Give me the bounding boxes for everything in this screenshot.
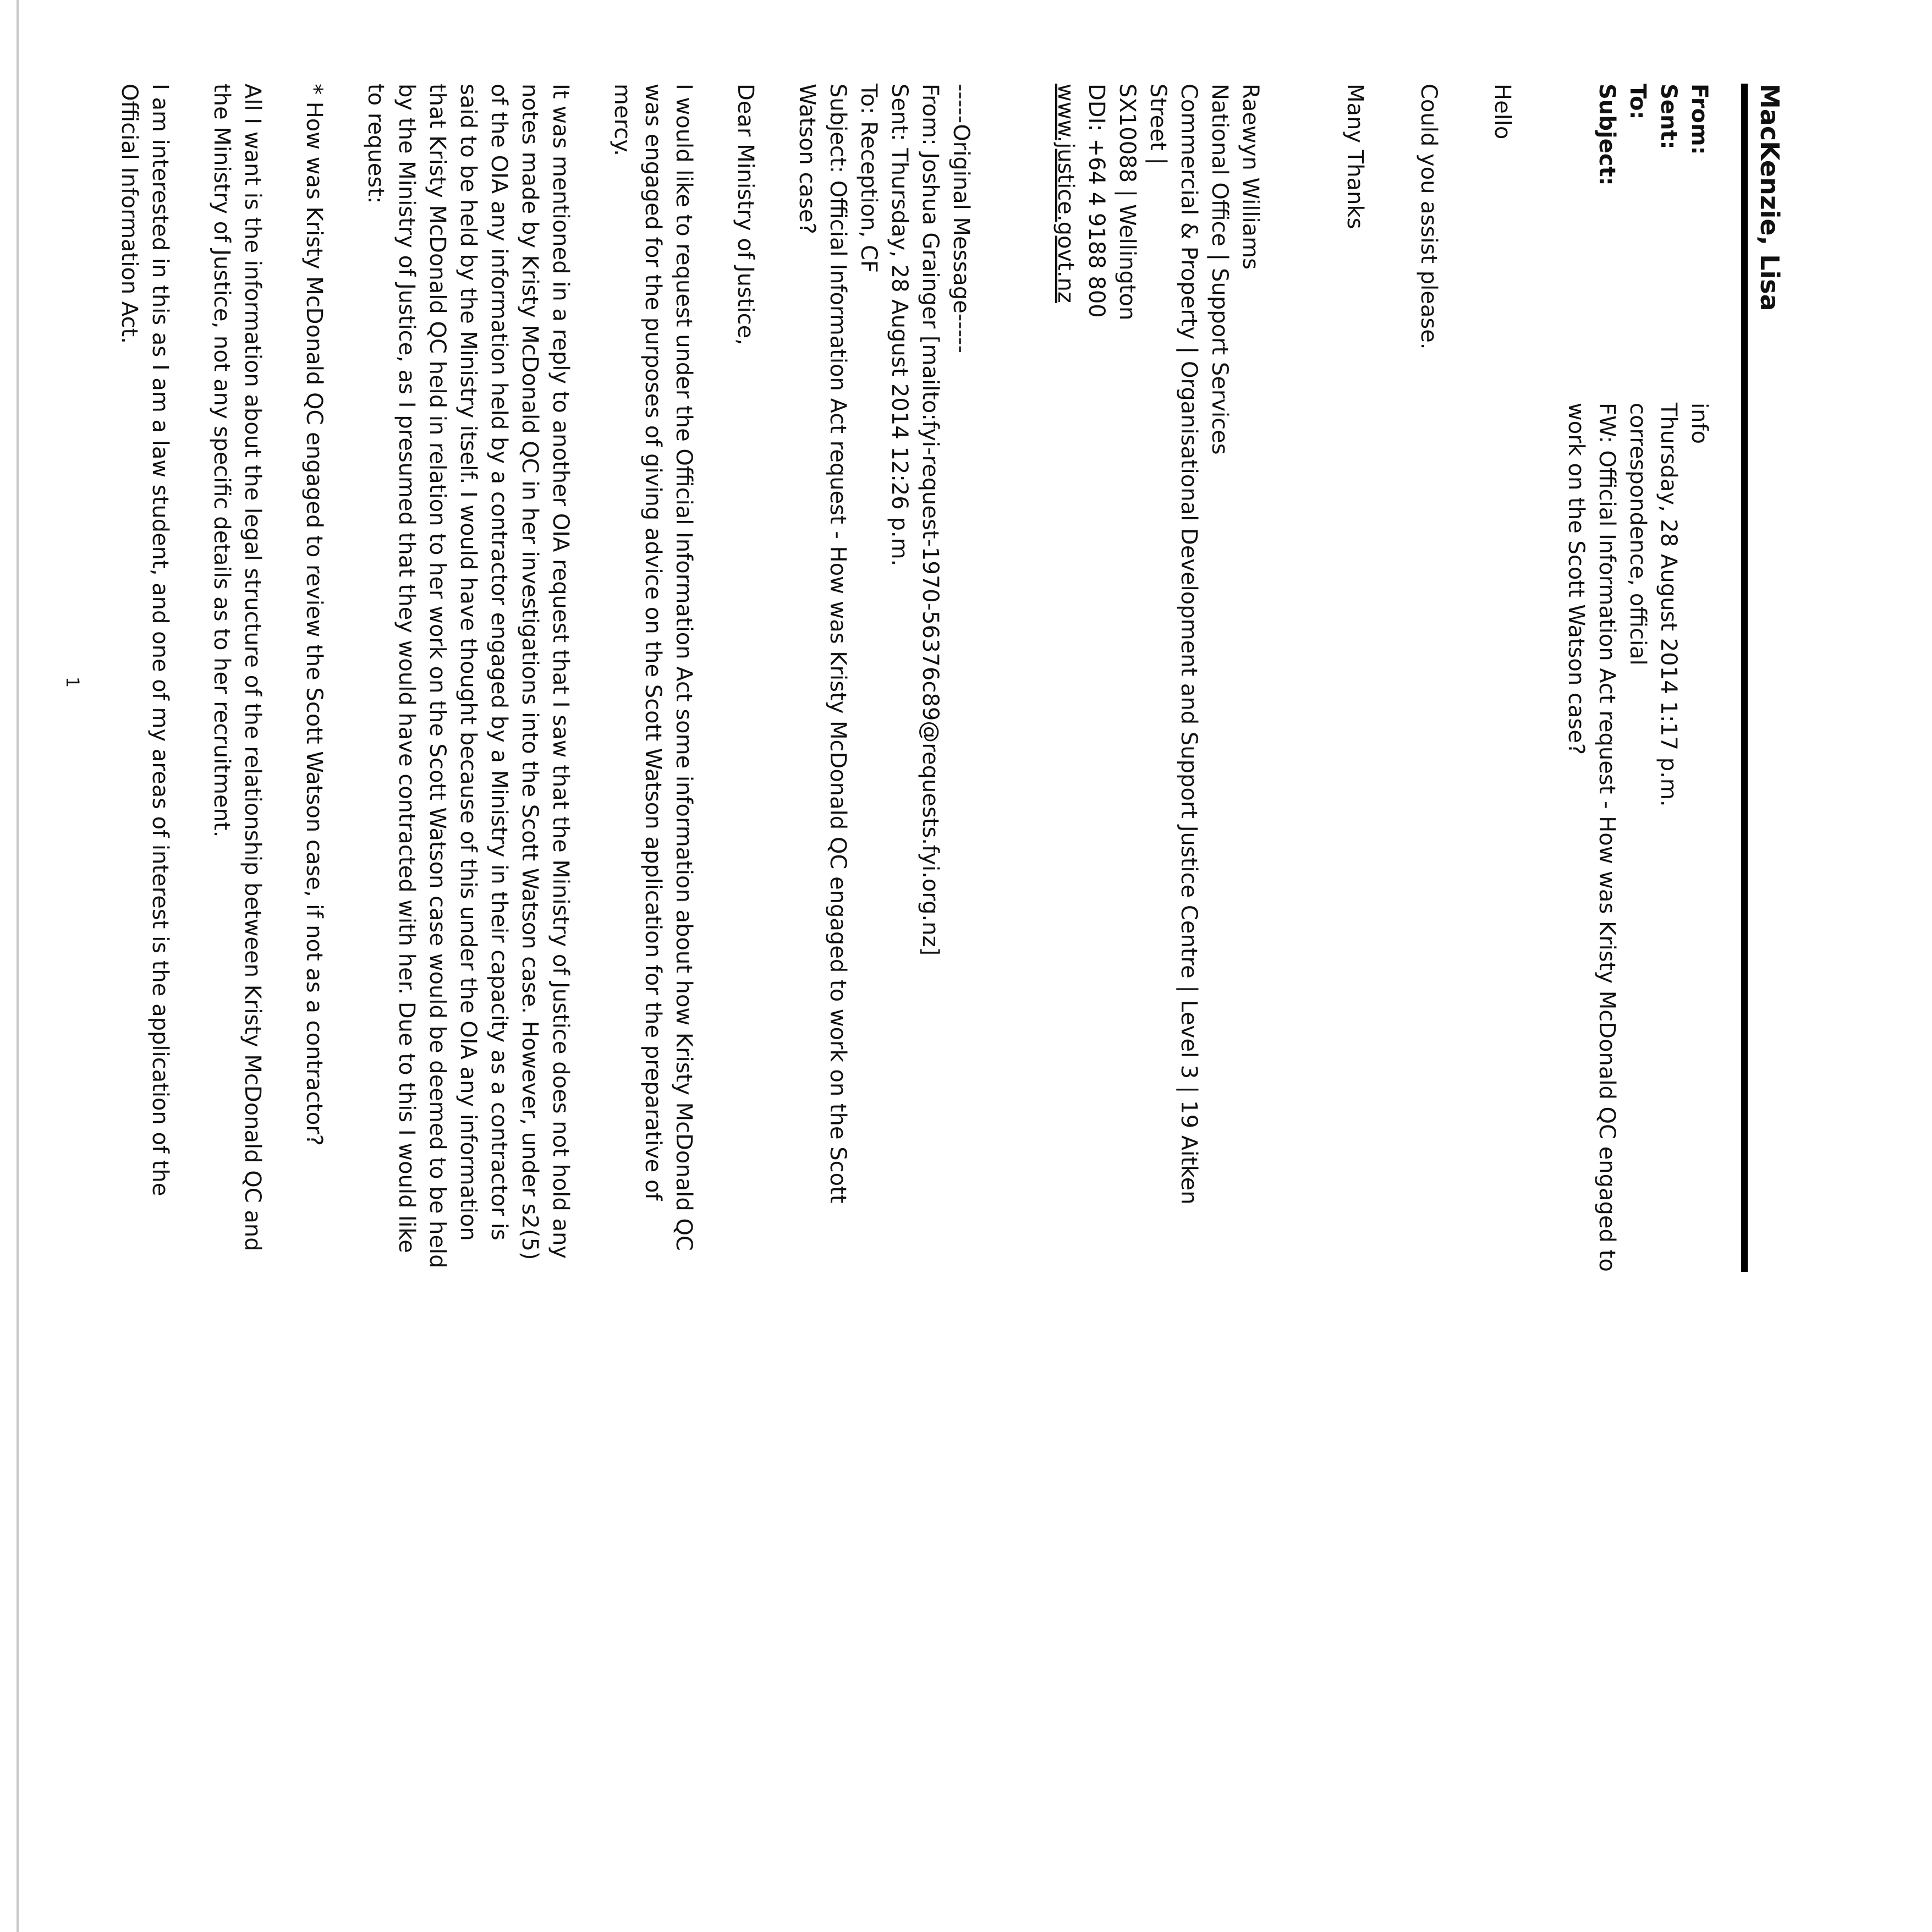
original-paragraph-4: I am interested in this as I am a law student, and one of my areas of interest is the application of the Official Information Act.: [117, 84, 173, 1196]
signature-line3: SX10088 | Wellington: [1115, 84, 1140, 321]
original-salutation: Dear Ministry of Justice,: [733, 84, 758, 345]
original-bullet: * How was Kristy McDonald QC engaged to review the Scott Watson case, if not as a contractor?: [301, 84, 327, 1146]
header-row-sent: [1653, 84, 1684, 1272]
original-paragraph-1: I would like to request under the Official Information Act some information about how Kristy McDonald QC was engaged for the purposes of giving advice on the Scott Watson application for the preparative of mercy.: [610, 84, 696, 1251]
signature-line2: Commercial & Property | Organisational Development and Support Justice Centre | Level 3 | 19 Aitken Street |: [1145, 84, 1201, 1205]
original-paragraph-3: All I want is the information about the legal structure of the relationship between Kristy McDonald QC and the Ministry of Justice, not any specific details as to her recruitment.: [209, 84, 265, 1252]
email-document: [114, 84, 1785, 1272]
original-subject: Subject: Official Information Act request - How was Kristy McDonald QC engaged to work on the Scott Watson case?: [794, 84, 850, 1204]
signature-line4: DDI: +64 4 9188 800: [1084, 84, 1109, 318]
greeting: Hello: [1490, 84, 1515, 140]
signature-line1: National Office | Support Services: [1207, 84, 1232, 455]
signature-name: Raewyn Williams: [1238, 84, 1263, 270]
title-rule: [1741, 84, 1748, 1272]
document-title: MacKenzie, Lisa: [1755, 84, 1785, 311]
original-from: From: Joshua Grainger [mailto:fyi-request-1970-56376c89@requests.fyi.org.nz]: [918, 84, 943, 956]
header-row-to: [1622, 84, 1653, 1272]
email-headers: [1561, 84, 1715, 1272]
original-sent: Sent: Thursday, 28 August 2014 12:26 p.m.: [887, 84, 912, 567]
header-value-to: correspondence, official: [1625, 403, 1650, 666]
thanks-line: Many Thanks: [1342, 84, 1368, 229]
signature-block: [1050, 84, 1266, 1272]
page-number: 1: [62, 676, 83, 688]
header-label-to: To:: [1625, 84, 1650, 120]
original-paragraph-2: It was mentioned in a reply to another OIA request that I saw that the Ministry of Justice does not hold any notes made by Kristy McDonald QC in her investigations into the Scott Watson case. However, under s2(5) of the OIA any information held by a contractor engaged by a Ministry in their capacity as a contractor is said to be held by the Ministry itself. I would have thought because of this under the OIA any information that Kristy McDonald QC held in relation to her work on the Scott Watson case would be deemed to be held by the Ministry of Justice, as I presumed that they would have contracted with her. Due to this I would like to request:: [363, 84, 573, 1269]
original-to: To: Reception, CF: [856, 84, 881, 273]
header-label-subject: Subject:: [1594, 84, 1620, 186]
header-label-sent: Sent:: [1656, 84, 1681, 150]
header-value-subject: FW: Official Information Act request - How was Kristy McDonald QC engaged to work on the Scott Watson case?: [1563, 403, 1620, 1272]
header-row-subject: [1561, 84, 1622, 1272]
header-label-from: From:: [1687, 84, 1712, 155]
original-message-headers: [792, 84, 976, 1272]
original-message-marker: -----Original Message-----: [948, 84, 974, 353]
header-value-sent: Thursday, 28 August 2014 1:17 p.m.: [1656, 403, 1681, 807]
request-line: Could you assist please.: [1416, 84, 1441, 350]
signature-website-link[interactable]: www.justice.govt.nz: [1053, 84, 1078, 303]
header-value-from: info: [1687, 403, 1712, 444]
header-row-from: [1684, 84, 1715, 1272]
